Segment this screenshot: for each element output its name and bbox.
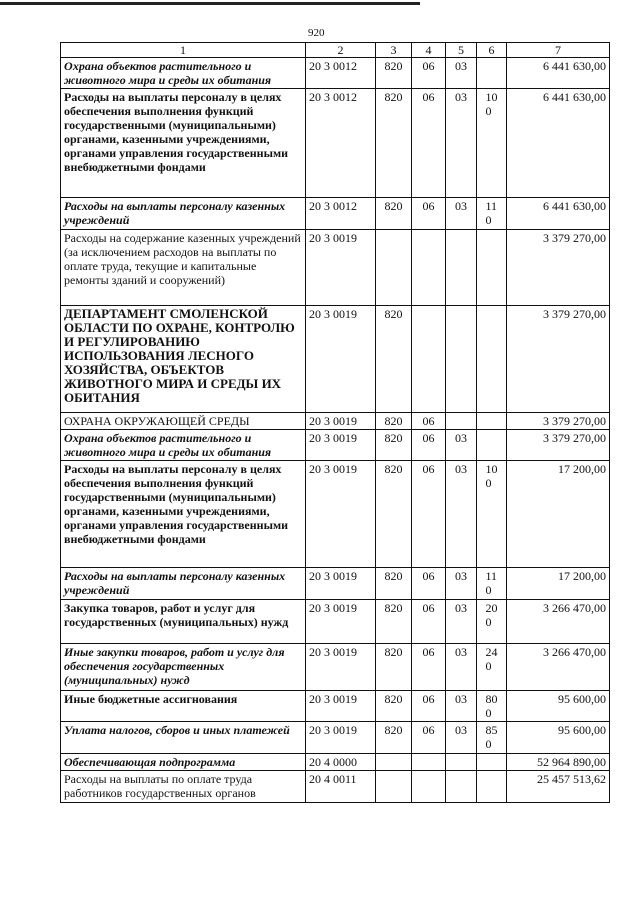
row-name: Расходы на выплаты персоналу казенных учреждений	[61, 568, 306, 600]
row-expense-type-code	[477, 461, 507, 568]
row-section-code	[412, 754, 446, 771]
row-expense-type-code	[477, 644, 507, 691]
row-amount: 17 200,00	[507, 568, 610, 600]
row-section-code: 06	[412, 89, 446, 198]
row-name: Расходы на содержание казенных учреждений (за исключением расходов на выплаты по оплате труда, текущие и капитальные ремонты зданий и сооружений)	[61, 230, 306, 306]
row-ved-code	[376, 230, 412, 306]
row-expense-type-value: 800	[485, 692, 498, 720]
row-amount: 25 457 513,62	[507, 771, 610, 803]
row-target-code: 20 3 0019	[306, 691, 376, 722]
header-col-6: 6	[477, 43, 507, 58]
row-subsection-code	[446, 754, 477, 771]
row-subsection-code	[446, 413, 477, 430]
row-target-code: 20 3 0019	[306, 430, 376, 461]
row-section-code: 06	[412, 413, 446, 430]
row-expense-type-value: 100	[485, 462, 498, 490]
row-target-code: 20 3 0019	[306, 722, 376, 754]
row-expense-type-code	[477, 198, 507, 230]
row-name: Расходы на выплаты персоналу в целях обеспечения выполнения функций государственными (муниципальными) органами, казенными учреждениями, органами управления государственными внебюджетными фондами	[61, 461, 306, 568]
row-subsection-code: 03	[446, 644, 477, 691]
row-target-code: 20 3 0019	[306, 600, 376, 644]
row-section-code	[412, 771, 446, 803]
row-expense-type-code	[477, 58, 507, 89]
table-row	[61, 461, 610, 568]
row-expense-type-code	[477, 754, 507, 771]
row-expense-type-code	[477, 771, 507, 803]
header-col-5: 5	[446, 43, 477, 58]
row-expense-type-value: 110	[485, 569, 498, 597]
row-section-code: 06	[412, 722, 446, 754]
table-row	[61, 198, 610, 230]
row-name: ДЕПАРТАМЕНТ СМОЛЕНСКОЙ ОБЛАСТИ ПО ОХРАНЕ, КОНТРОЛЮ И РЕГУЛИРОВАНИЮ ИСПОЛЬЗОВАНИЯ ЛЕСНОГО ХОЗЯЙСТВА, ОБЪЕКТОВ ЖИВОТНОГО МИРА И СРЕДЫ ИХ ОБИТАНИЯ	[61, 306, 306, 413]
row-subsection-code: 03	[446, 461, 477, 568]
row-subsection-code: 03	[446, 58, 477, 89]
page-number: 920	[308, 27, 325, 39]
row-subsection-code: 03	[446, 568, 477, 600]
table-row	[61, 230, 610, 306]
row-amount: 3 379 270,00	[507, 430, 610, 461]
row-target-code: 20 4 0011	[306, 771, 376, 803]
top-border-line	[0, 2, 420, 5]
row-name: Расходы на выплаты по оплате труда работников государственных органов	[61, 771, 306, 803]
row-ved-code: 820	[376, 58, 412, 89]
table-row	[61, 722, 610, 754]
header-col-1: 1	[61, 43, 306, 58]
header-col-3: 3	[376, 43, 412, 58]
row-expense-type-value: 200	[485, 601, 498, 629]
row-amount: 6 441 630,00	[507, 89, 610, 198]
row-name: Расходы на выплаты персоналу в целях обеспечения выполнения функций государственными (муниципальными) органами, казенными учреждениями, органами управления государственными внебюджетными фондами	[61, 89, 306, 198]
row-target-code: 20 3 0019	[306, 413, 376, 430]
row-name: Иные бюджетные ассигнования	[61, 691, 306, 722]
table-row	[61, 58, 610, 89]
table-row	[61, 644, 610, 691]
table-row	[61, 754, 610, 771]
budget-table	[60, 42, 610, 803]
table-row	[61, 568, 610, 600]
row-amount: 6 441 630,00	[507, 58, 610, 89]
row-subsection-code	[446, 771, 477, 803]
row-target-code: 20 3 0019	[306, 644, 376, 691]
row-name: Закупка товаров, работ и услуг для государственных (муниципальных) нужд	[61, 600, 306, 644]
row-subsection-code: 03	[446, 691, 477, 722]
row-ved-code: 820	[376, 89, 412, 198]
table-row	[61, 306, 610, 413]
header-col-7: 7	[507, 43, 610, 58]
row-target-code: 20 3 0019	[306, 306, 376, 413]
row-expense-type-code	[477, 430, 507, 461]
row-target-code: 20 3 0019	[306, 230, 376, 306]
row-expense-type-code	[477, 722, 507, 754]
row-section-code	[412, 230, 446, 306]
row-amount: 95 600,00	[507, 691, 610, 722]
row-subsection-code	[446, 306, 477, 413]
row-expense-type-code	[477, 89, 507, 198]
row-name: Охрана объектов растительного и животного мира и среды их обитания	[61, 430, 306, 461]
row-amount: 3 379 270,00	[507, 230, 610, 306]
row-ved-code	[376, 754, 412, 771]
table-row	[61, 691, 610, 722]
row-name: Иные закупки товаров, работ и услуг для обеспечения государственных (муниципальных) нужд	[61, 644, 306, 691]
row-section-code: 06	[412, 568, 446, 600]
row-ved-code: 820	[376, 691, 412, 722]
row-amount: 52 964 890,00	[507, 754, 610, 771]
row-expense-type-code	[477, 306, 507, 413]
table-row	[61, 771, 610, 803]
row-expense-type-code	[477, 230, 507, 306]
row-ved-code: 820	[376, 722, 412, 754]
row-subsection-code: 03	[446, 198, 477, 230]
row-ved-code: 820	[376, 413, 412, 430]
row-amount: 95 600,00	[507, 722, 610, 754]
row-section-code	[412, 306, 446, 413]
row-target-code: 20 3 0012	[306, 89, 376, 198]
row-expense-type-code	[477, 691, 507, 722]
row-target-code: 20 3 0019	[306, 461, 376, 568]
row-ved-code: 820	[376, 600, 412, 644]
header-row	[61, 43, 610, 58]
row-name: Расходы на выплаты персоналу казенных учреждений	[61, 198, 306, 230]
row-target-code: 20 3 0012	[306, 198, 376, 230]
row-amount: 3 379 270,00	[507, 413, 610, 430]
table-row	[61, 89, 610, 198]
table-row	[61, 430, 610, 461]
row-amount: 3 379 270,00	[507, 306, 610, 413]
row-amount: 17 200,00	[507, 461, 610, 568]
row-expense-type-code	[477, 413, 507, 430]
row-section-code: 06	[412, 198, 446, 230]
row-subsection-code: 03	[446, 722, 477, 754]
row-ved-code: 820	[376, 430, 412, 461]
row-name: Уплата налогов, сборов и иных платежей	[61, 722, 306, 754]
row-expense-type-code	[477, 600, 507, 644]
row-section-code: 06	[412, 600, 446, 644]
row-expense-type-value: 240	[485, 645, 498, 673]
row-amount: 3 266 470,00	[507, 600, 610, 644]
row-expense-type-value: 850	[485, 723, 498, 751]
row-expense-type-code	[477, 568, 507, 600]
row-section-code: 06	[412, 430, 446, 461]
row-section-code: 06	[412, 58, 446, 89]
row-expense-type-value: 100	[485, 90, 498, 118]
row-target-code: 20 3 0012	[306, 58, 376, 89]
row-ved-code: 820	[376, 461, 412, 568]
row-name: Охрана объектов растительного и животного мира и среды их обитания	[61, 58, 306, 89]
row-expense-type-value: 110	[485, 199, 498, 227]
row-section-code: 06	[412, 691, 446, 722]
row-ved-code: 820	[376, 568, 412, 600]
row-subsection-code: 03	[446, 430, 477, 461]
table-row	[61, 600, 610, 644]
row-name: Обеспечивающая подпрограмма	[61, 754, 306, 771]
row-ved-code: 820	[376, 644, 412, 691]
row-subsection-code	[446, 230, 477, 306]
table-row	[61, 413, 610, 430]
row-amount: 3 266 470,00	[507, 644, 610, 691]
row-section-code: 06	[412, 644, 446, 691]
row-subsection-code: 03	[446, 89, 477, 198]
row-ved-code: 820	[376, 306, 412, 413]
row-section-code: 06	[412, 461, 446, 568]
row-amount: 6 441 630,00	[507, 198, 610, 230]
row-target-code: 20 4 0000	[306, 754, 376, 771]
row-ved-code	[376, 771, 412, 803]
header-col-4: 4	[412, 43, 446, 58]
row-subsection-code: 03	[446, 600, 477, 644]
row-target-code: 20 3 0019	[306, 568, 376, 600]
row-ved-code: 820	[376, 198, 412, 230]
row-name: ОХРАНА ОКРУЖАЮЩЕЙ СРЕДЫ	[61, 413, 306, 430]
header-col-2: 2	[306, 43, 376, 58]
